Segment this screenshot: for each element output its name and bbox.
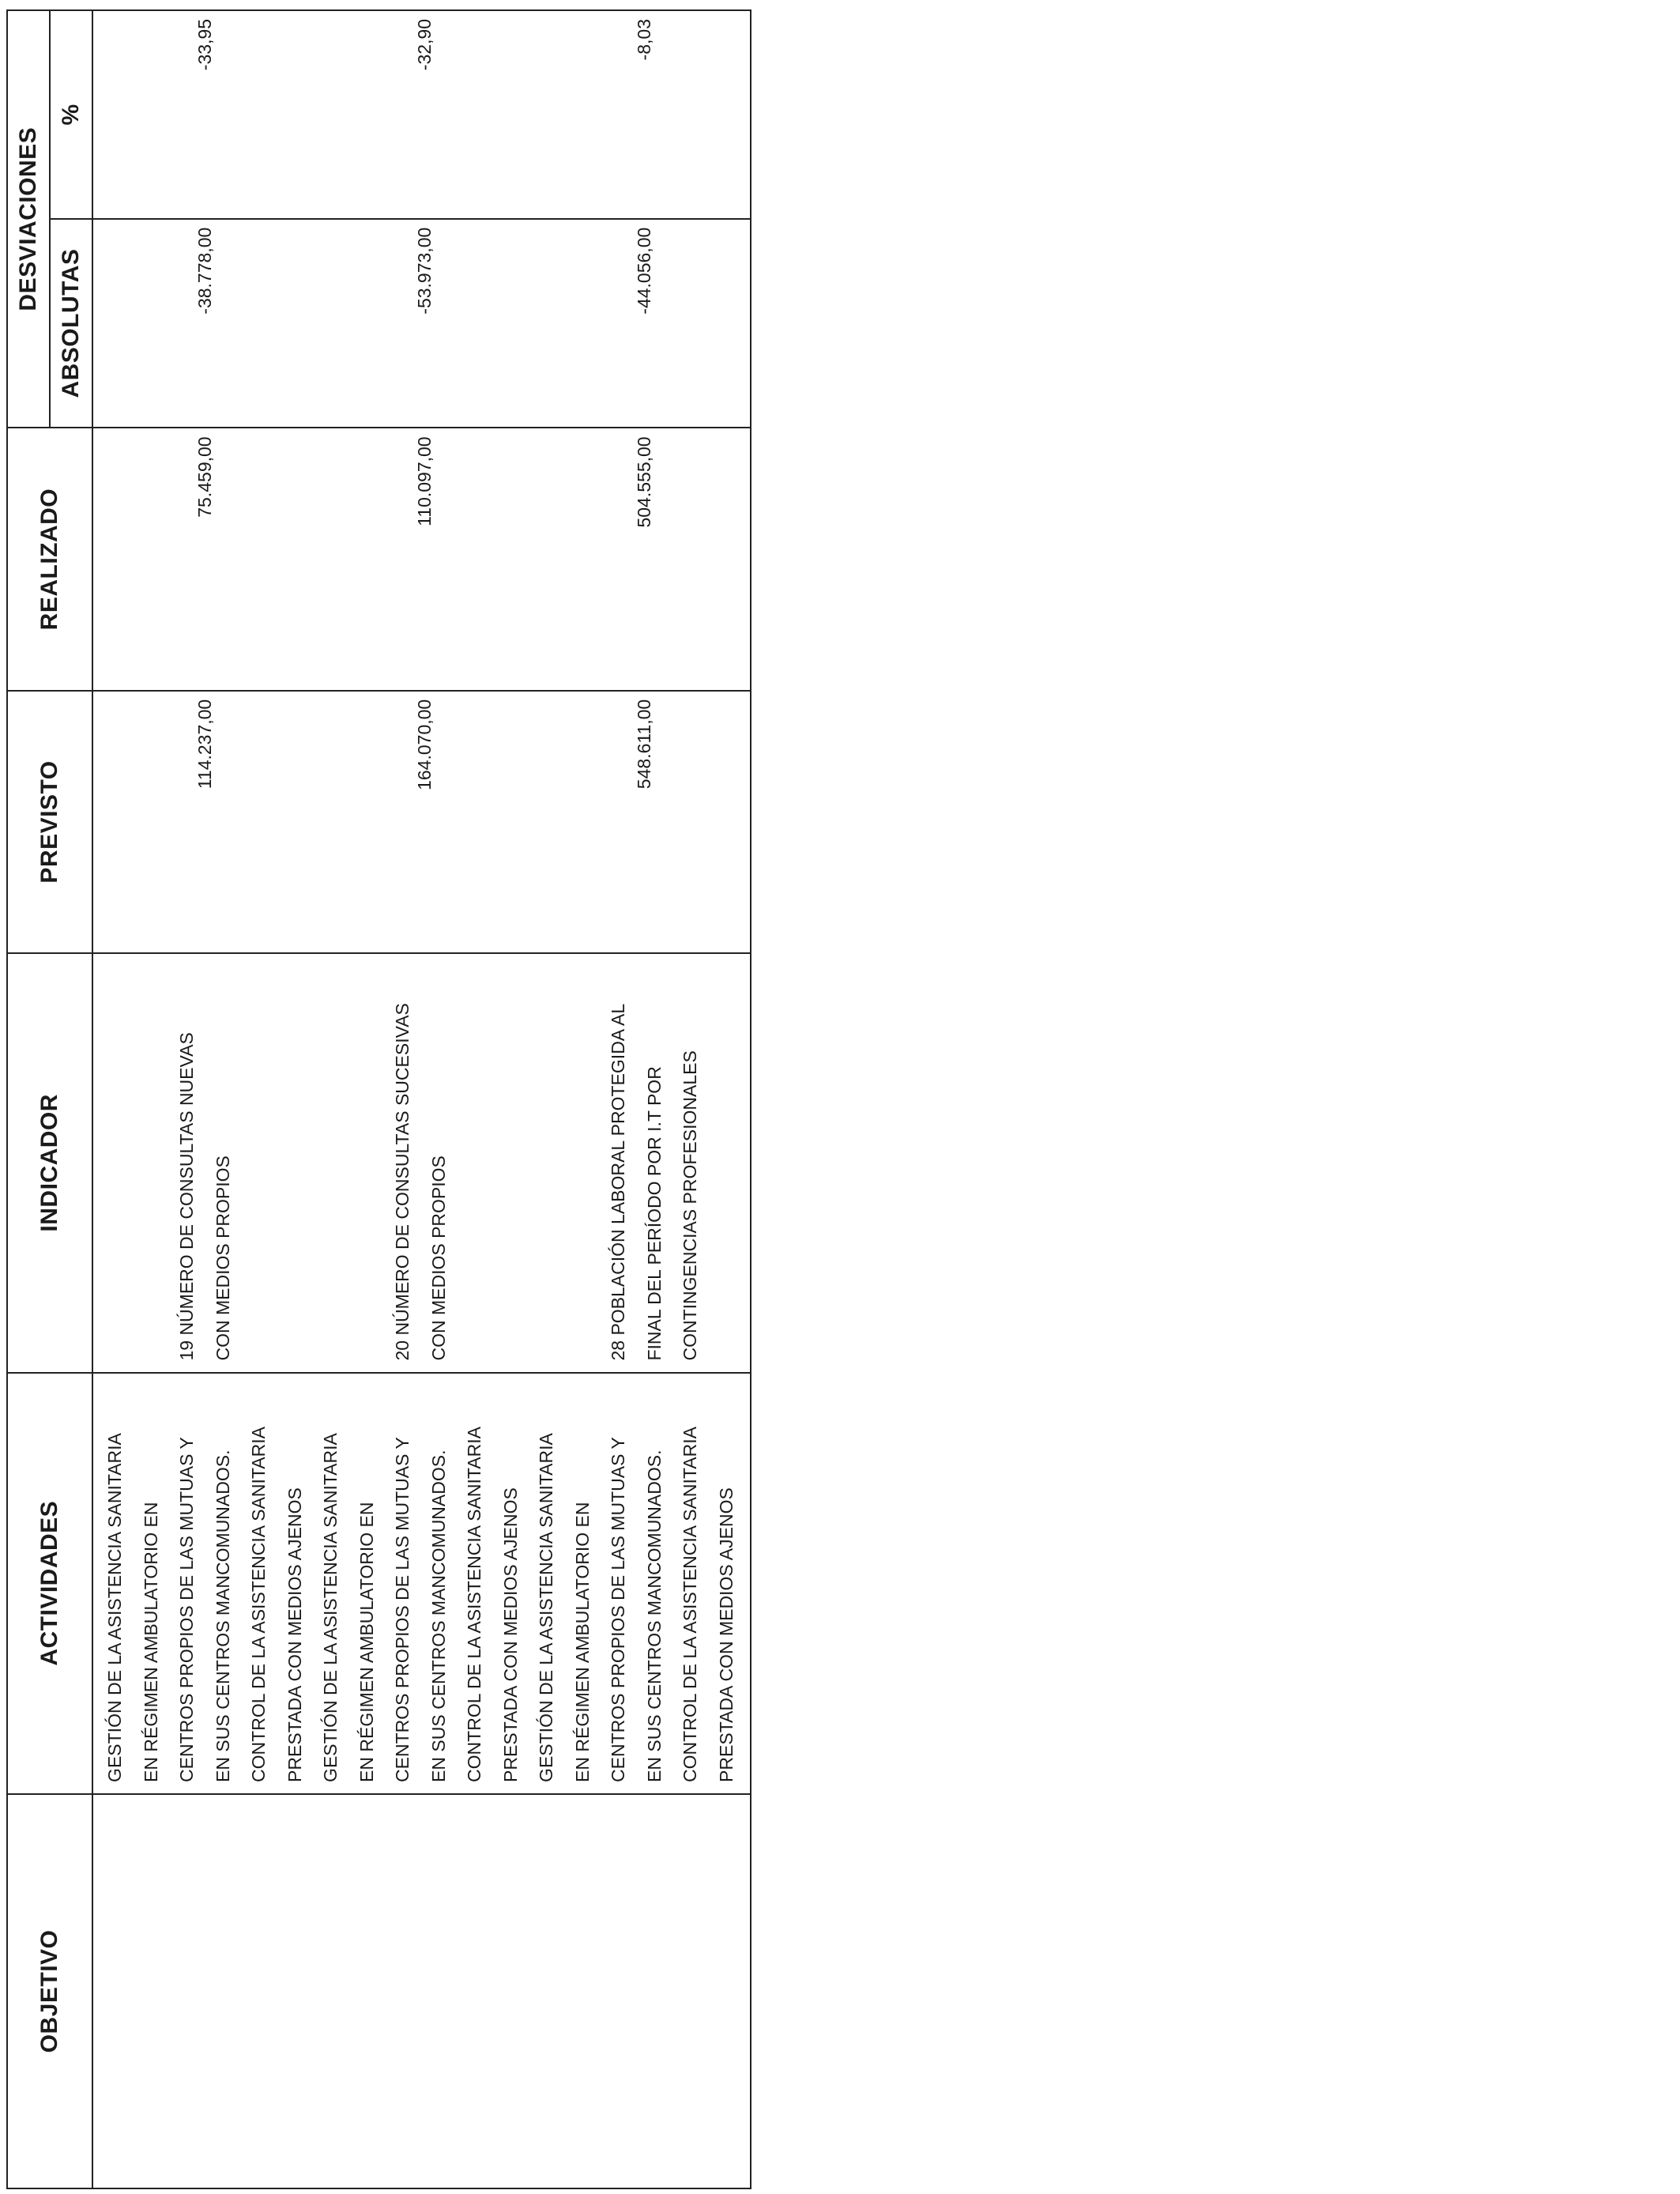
desviacion-porcentaje-value: -33,95 — [194, 19, 215, 71]
actividad-line: GESTIÓN DE LA ASISTENCIA SANITARIA — [104, 1433, 125, 1782]
indicador-spacer — [97, 963, 134, 1360]
actividad-line: EN RÉGIMEN AMBULATORIO EN — [356, 1502, 377, 1782]
indicators-table — [6, 9, 751, 2189]
previsto-value: 548.611,00 — [634, 699, 654, 790]
header-actividades: ACTIVIDADES — [7, 1373, 92, 1794]
actividad-line: PRESTADA CON MEDIOS AJENOS — [284, 1487, 305, 1782]
indicador-spacer — [349, 963, 386, 1360]
actividad-line: CONTROL DE LA ASISTENCIA SANITARIA — [680, 1427, 700, 1782]
previsto-value: 164.070,00 — [414, 699, 435, 790]
desviacion-absoluta-cell — [92, 219, 751, 428]
desviacion-absoluta-value: -53.973,00 — [414, 227, 435, 315]
header-row — [7, 10, 50, 2188]
header-indicador: INDICADOR — [7, 953, 92, 1372]
actividad-line: CENTROS PROPIOS DE LAS MUTUAS Y — [176, 1437, 197, 1782]
desviacion-absoluta-value: -38.778,00 — [194, 227, 215, 315]
actividad-line: EN RÉGIMEN AMBULATORIO EN — [140, 1502, 161, 1782]
header-absolutas: ABSOLUTAS — [50, 219, 92, 428]
actividad-line: EN RÉGIMEN AMBULATORIO EN — [571, 1502, 593, 1782]
header-desviaciones: DESVIACIONES — [7, 10, 50, 428]
objetivo-cell — [92, 1794, 751, 2188]
actividad-line: PRESTADA CON MEDIOS AJENOS — [499, 1487, 521, 1782]
previsto-cell — [92, 691, 751, 953]
indicador-spacer — [493, 963, 529, 1360]
actividad-line: EN SUS CENTROS MANCOMUNADOS. — [212, 1449, 233, 1782]
actividad-line: GESTIÓN DE LA ASISTENCIA SANITARIA — [536, 1433, 556, 1782]
indicador-line: 28 POBLACIÓN LABORAL PROTEGIDA AL — [608, 1003, 628, 1361]
header-objetivo: OBJETIVO — [7, 1794, 92, 2188]
actividades-cell — [92, 1373, 751, 1794]
indicador-cell — [92, 953, 751, 1372]
actividad-line: CONTROL DE LA ASISTENCIA SANITARIA — [464, 1427, 484, 1782]
realizado-value: 110.097,00 — [414, 436, 435, 526]
indicador-spacer — [277, 963, 314, 1360]
previsto-value: 114.237,00 — [194, 699, 215, 790]
indicador-line: 19 NÚMERO DE CONSULTAS NUEVAS — [176, 1032, 197, 1361]
indicador-spacer — [565, 963, 601, 1360]
desviacion-porcentaje-value: -8,03 — [634, 19, 654, 61]
realizado-value: 504.555,00 — [634, 436, 654, 528]
actividad-line: CENTROS PROPIOS DE LAS MUTUAS Y — [392, 1437, 412, 1782]
indicador-spacer — [457, 963, 493, 1360]
rotated-table-wrapper — [6, 0, 766, 2189]
header-porcentaje: % — [50, 10, 92, 219]
indicador-line: CONTINGENCIAS PROFESIONALES — [680, 1050, 700, 1361]
indicador-spacer — [529, 963, 565, 1360]
actividad-line: GESTIÓN DE LA ASISTENCIA SANITARIA — [320, 1433, 341, 1782]
indicador-line: 20 NÚMERO DE CONSULTAS SUCESIVAS — [392, 1003, 412, 1361]
desviacion-absoluta-value: -44.056,00 — [634, 227, 654, 315]
actividad-line: EN SUS CENTROS MANCOMUNADOS. — [643, 1449, 665, 1782]
actividad-line: CONTROL DE LA ASISTENCIA SANITARIA — [248, 1427, 269, 1782]
actividad-line: PRESTADA CON MEDIOS AJENOS — [715, 1487, 736, 1782]
realizado-cell — [92, 428, 751, 690]
indicador-spacer — [313, 963, 349, 1360]
desviacion-porcentaje-cell — [92, 10, 751, 219]
indicador-spacer — [241, 963, 277, 1360]
header-previsto: PREVISTO — [7, 691, 92, 953]
data-row — [92, 10, 751, 2188]
header-realizado: REALIZADO — [7, 428, 92, 690]
indicador-line: CON MEDIOS PROPIOS — [212, 1155, 233, 1361]
actividad-line: CENTROS PROPIOS DE LAS MUTUAS Y — [608, 1437, 628, 1782]
desviacion-porcentaje-value: -32,90 — [414, 19, 435, 71]
indicador-line: FINAL DEL PERÍODO POR I.T POR — [643, 1066, 665, 1361]
indicador-spacer — [134, 963, 170, 1360]
indicador-line: CON MEDIOS PROPIOS — [428, 1155, 449, 1361]
realizado-value: 75.459,00 — [194, 436, 215, 518]
actividad-line: EN SUS CENTROS MANCOMUNADOS. — [428, 1449, 449, 1782]
